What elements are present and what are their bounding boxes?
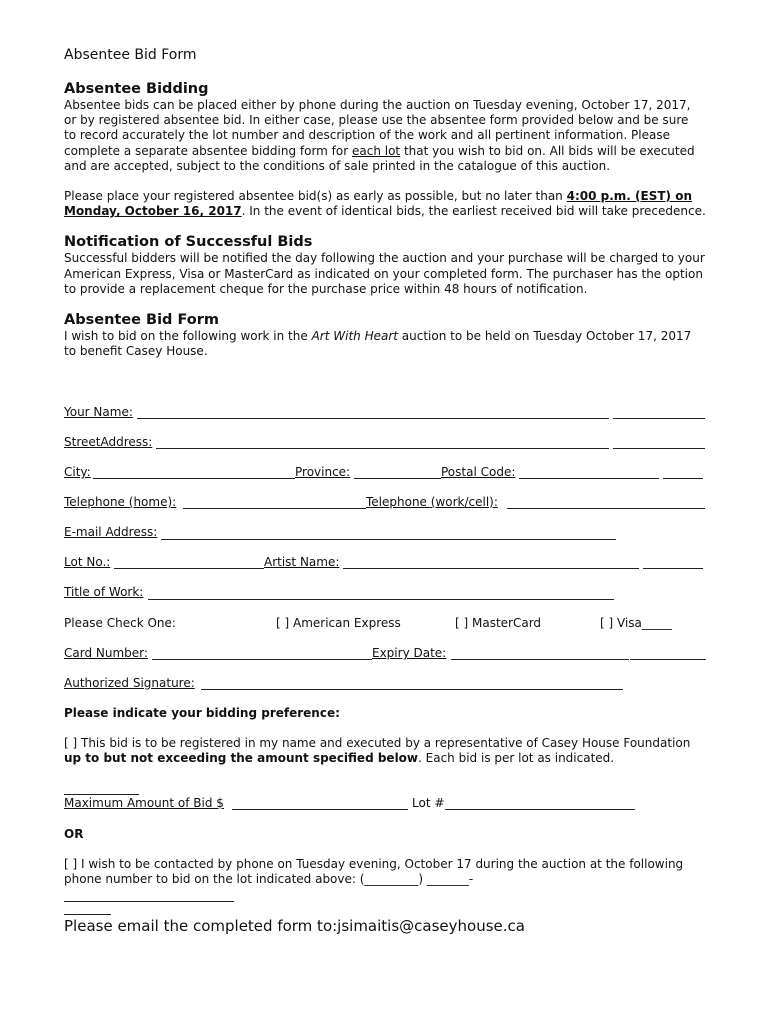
- street-address-field[interactable]: [156, 448, 609, 449]
- label-text: Lot No.:: [64, 555, 111, 569]
- postal-code-field-extra[interactable]: [663, 478, 703, 479]
- check-one-label: Please Check One:: [64, 616, 176, 630]
- label-text: Authorized Signature:: [64, 676, 195, 690]
- phone-number-line[interactable]: [64, 901, 234, 902]
- para-text: Absentee bids can be placed either by phone during the auction on Tuesday evening, October 17, 2017, or by registered absentee bid. In either case, please use the absentee form provided below and be sure to record accurately the lot number and description of the work and all pertinent information. Please complete a separate absentee bidding form for: [64, 98, 691, 158]
- street-address-field-extra[interactable]: [613, 448, 705, 449]
- card-number-field[interactable]: [152, 659, 372, 660]
- city-field[interactable]: [93, 478, 295, 479]
- heading-notification: Notification of Successful Bids: [64, 234, 313, 251]
- your-name-field[interactable]: [137, 418, 609, 419]
- option-absentee-bid[interactable]: [64, 736, 704, 766]
- lot-no-label: [64, 555, 110, 570]
- amex-checkbox[interactable]: [ ] American Express: [276, 616, 401, 630]
- each-lot-underlined: each lot: [352, 143, 401, 158]
- bidding-preference-heading: Please indicate your bidding preference:: [64, 706, 340, 720]
- street-address-label: [64, 435, 152, 450]
- telephone-work-field[interactable]: [507, 508, 664, 509]
- lot-hash-label: Lot #: [412, 796, 445, 810]
- postal-code-field[interactable]: [519, 478, 659, 479]
- option-phone-bid[interactable]: [ ] I wish to be contacted by phone on Tuesday evening, October 17 during the auction at the following phone number to bid on the lot indicated above: (_________) _______-: [64, 857, 684, 887]
- heading-bid-form: Absentee Bid Form: [64, 312, 220, 329]
- telephone-work-field-extra[interactable]: [664, 508, 705, 509]
- visa-checkbox[interactable]: [ ] Visa_____: [600, 616, 672, 630]
- para-text: Please place your registered absentee bid(s) as early as possible, but no later than: [64, 189, 567, 204]
- label-text: E-mail Address:: [64, 525, 158, 539]
- label-text: Artist Name:: [264, 555, 340, 569]
- expiry-date-field-extra[interactable]: [630, 659, 706, 660]
- expiry-date-label: [372, 646, 446, 661]
- deadline-text: 4:00 p.m. (EST) on Monday, October 16, 2017: [64, 189, 692, 219]
- para-text: that you wish to bid on. All bids will be executed and are accepted, subject to the conditions of sale printed in the catalogue of this auction.: [64, 143, 695, 173]
- label-text: Maximum Amount of Bid $: [64, 796, 224, 810]
- telephone-home-label: [64, 495, 176, 510]
- expiry-date-field[interactable]: [451, 659, 629, 660]
- card-number-label: [64, 646, 148, 661]
- lot-hash-field[interactable]: [445, 809, 635, 810]
- or-label: OR: [64, 827, 84, 841]
- max-amount-field[interactable]: [232, 809, 408, 810]
- heading-absentee-bidding: Absentee Bidding: [64, 81, 209, 97]
- option-text: . Each bid is per lot as indicated.: [418, 751, 615, 766]
- form-area: [64, 0, 714, 1024]
- indicated-line: [64, 794, 139, 795]
- form-title: Absentee Bid Form: [64, 47, 197, 63]
- telephone-work-label: [366, 495, 498, 510]
- phone-number-line-2[interactable]: [64, 914, 111, 915]
- email-label: [64, 525, 157, 540]
- email-field[interactable]: [161, 539, 616, 540]
- label-text: Your Name:: [64, 405, 133, 419]
- province-field[interactable]: [354, 478, 441, 479]
- artist-name-field-extra[interactable]: [643, 568, 703, 569]
- signature-label: [64, 676, 195, 691]
- title-of-work-label: [64, 585, 143, 600]
- your-name-label: [64, 405, 133, 420]
- lot-no-field[interactable]: [114, 568, 264, 569]
- label-text: Title of Work:: [64, 585, 144, 599]
- label-text: Telephone (home):: [64, 495, 177, 509]
- label-text: Card Number:: [64, 646, 148, 660]
- para-text: I wish to bid on the following work in the: [64, 329, 312, 344]
- province-label: [295, 465, 350, 480]
- option-bold-text: up to but not exceeding the amount specified below: [64, 751, 419, 766]
- label-text: Postal Code:: [441, 465, 516, 479]
- para-text: . In the event of identical bids, the earliest received bid will take precedence.: [241, 204, 706, 219]
- city-label: [64, 465, 91, 480]
- label-text: Expiry Date:: [372, 646, 447, 660]
- title-of-work-field[interactable]: [148, 599, 614, 600]
- auction-name: Art With Heart: [311, 329, 398, 344]
- label-text: Telephone (work/cell):: [366, 495, 498, 509]
- mastercard-checkbox[interactable]: [ ] MasterCard: [455, 616, 542, 630]
- email-instructions: Please email the completed form to:jsimaitis@caseyhouse.ca: [64, 917, 525, 935]
- postal-code-label: [441, 465, 515, 480]
- your-name-field-extra[interactable]: [613, 418, 705, 419]
- para-text: auction to be held on Tuesday October 17, 2017 to benefit Casey House.: [64, 329, 692, 359]
- telephone-home-field[interactable]: [183, 508, 366, 509]
- artist-name-label: [264, 555, 339, 570]
- artist-name-field[interactable]: [343, 568, 639, 569]
- label-text: City:: [64, 465, 91, 479]
- label-text: StreetAddress:: [64, 435, 153, 449]
- label-text: Province:: [295, 465, 351, 479]
- notification-paragraph: Successful bidders will be notified the day following the auction and your purchase will be charged to your American Express, Visa or MasterCard as indicated on your completed form. The purchaser has the option to provide a replacement cheque for the purchase price within 48 hours of notification.: [64, 251, 705, 296]
- max-amount-label: [64, 796, 224, 811]
- signature-field[interactable]: [201, 689, 623, 690]
- option-text: [ ] This bid is to be registered in my name and executed by a representative of Casey House Foundation: [64, 736, 691, 750]
